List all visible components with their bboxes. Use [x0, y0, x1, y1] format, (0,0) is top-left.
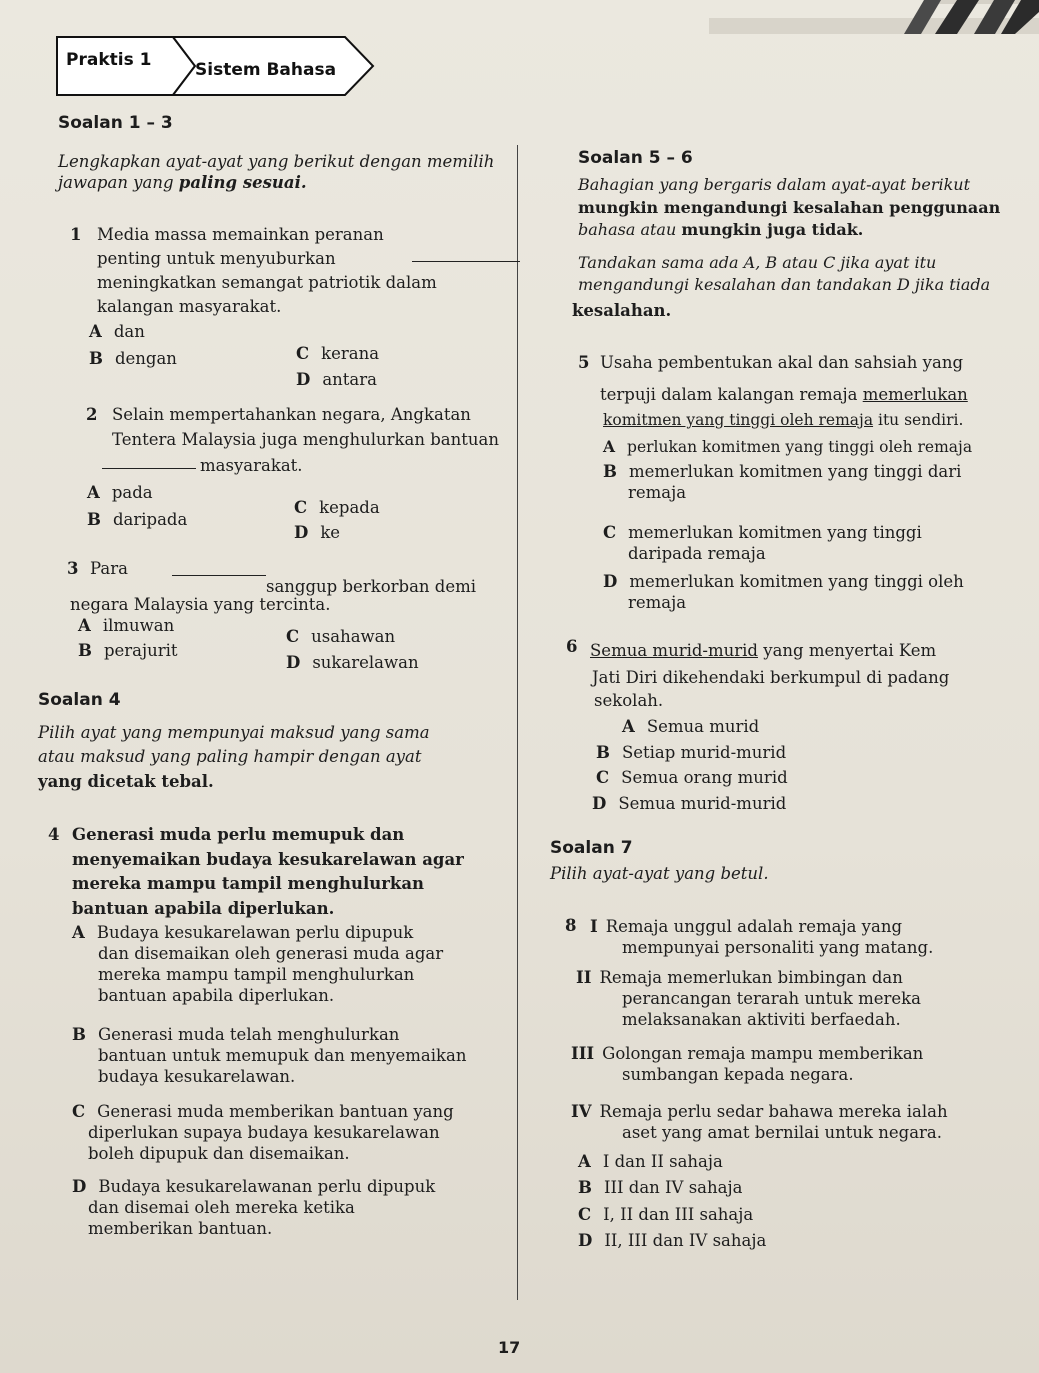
instruction-4-line3: yang dicetak tebal. — [38, 772, 214, 791]
question-6-line3: sekolah. — [594, 691, 664, 710]
option-line: dan disemaikan oleh generasi muda agar — [98, 944, 444, 963]
question-6-option-d[interactable] — [592, 793, 786, 814]
option-line: perlukan komitmen yang tinggi oleh remaja — [627, 438, 973, 456]
option-letter: B — [78, 641, 92, 660]
question-3-line2: negara Malaysia yang tercinta. — [70, 595, 331, 614]
option-letter: B — [87, 510, 101, 529]
option-letter: B — [72, 1025, 86, 1044]
option-line: Budaya kesukarelawan perlu dipupuk — [96, 923, 414, 942]
question-1-number: 1 — [70, 225, 82, 244]
option-letter: B — [89, 349, 103, 368]
question-8-statement-1 — [590, 916, 1002, 958]
instruction-4-line2: atau maksud yang paling hampir dengan ayat — [38, 747, 422, 766]
option-line: daripada remaja — [628, 544, 766, 563]
question-4-line1: Generasi muda perlu memupuk dan — [72, 825, 405, 844]
option-text: antara — [322, 370, 377, 389]
option-line: dan disemai oleh mereka ketika — [88, 1198, 355, 1217]
question-4-option-b[interactable] — [72, 1024, 502, 1087]
option-line: mereka mampu tampil menghulurkan — [98, 965, 415, 984]
option-letter: A — [89, 322, 102, 341]
option-text: dengan — [114, 349, 177, 368]
question-2-blank — [102, 468, 196, 469]
question-5-line1: Usaha pembentukan akal dan sahsiah yang — [600, 353, 964, 372]
option-text: pada — [111, 483, 153, 502]
question-4-line4: bantuan apabila diperlukan. — [72, 899, 335, 918]
option-line: boleh dipupuk dan disemaikan. — [88, 1144, 350, 1163]
option-letter: A — [87, 483, 100, 502]
statement-line: mempunyai personaliti yang matang. — [622, 938, 934, 957]
option-line: Generasi muda telah menghulurkan — [97, 1025, 400, 1044]
question-4-option-a[interactable] — [72, 922, 502, 1006]
question-4-number: 4 — [48, 825, 60, 844]
option-letter: C — [294, 498, 308, 517]
option-letter: A — [603, 437, 616, 456]
question-3-option-d[interactable] — [286, 652, 419, 673]
question-2-option-a[interactable] — [87, 482, 153, 503]
option-line: remaja — [628, 593, 687, 612]
question-8-option-a[interactable] — [578, 1151, 723, 1172]
option-text: Semua orang murid — [621, 768, 788, 787]
question-5-line2 — [600, 384, 968, 405]
instruction-5-line4: Tandakan sama ada A, B atau C jika ayat itu — [578, 253, 937, 272]
statement-roman: II — [576, 968, 592, 987]
question-8-statement-3 — [571, 1043, 1003, 1085]
question-5-text: terpuji dalam kalangan remaja — [600, 385, 858, 404]
question-2-option-c[interactable] — [294, 497, 380, 518]
question-2-number: 2 — [86, 405, 98, 424]
instruction-5-bold: mungkin juga tidak. — [681, 220, 864, 239]
option-text: kepada — [319, 498, 380, 517]
question-6-underlined: Semua murid-murid — [590, 641, 758, 660]
question-1-option-c[interactable] — [296, 343, 379, 364]
instruction-4-line1: Pilih ayat yang mempunyai maksud yang sama — [38, 723, 430, 742]
question-5-number: 5 — [578, 353, 590, 372]
option-line: memerlukan komitmen yang tinggi oleh — [629, 572, 964, 591]
option-letter: B — [578, 1178, 592, 1197]
question-1-option-b[interactable] — [89, 348, 177, 369]
section-title-7: Soalan 7 — [550, 838, 633, 858]
option-letter: D — [286, 653, 301, 672]
option-letter: D — [72, 1177, 87, 1196]
statement-line: Remaja unggul adalah remaja yang — [605, 917, 903, 936]
question-4-option-c[interactable] — [72, 1101, 502, 1164]
option-letter: A — [72, 923, 85, 942]
option-text: perajurit — [103, 641, 178, 660]
praktis-label: Praktis 1 — [66, 50, 152, 70]
option-letter: B — [603, 462, 617, 481]
instruction-1-bold: paling sesuai. — [178, 173, 307, 192]
question-3-option-a[interactable] — [78, 615, 174, 636]
question-3-option-b[interactable] — [78, 640, 178, 661]
instruction-1-text: jawapan yang — [58, 173, 174, 192]
section-title-1-3: Soalan 1 – 3 — [58, 113, 173, 133]
question-5-option-a[interactable] — [603, 436, 972, 458]
question-8-number: 8 — [565, 916, 577, 935]
option-line: memerlukan komitmen yang tinggi dari — [628, 462, 962, 481]
question-1-option-a[interactable] — [89, 321, 145, 342]
statement-line: Golongan remaja mampu memberikan — [602, 1044, 924, 1063]
instruction-1-line2 — [58, 173, 307, 193]
option-letter: C — [286, 627, 300, 646]
statement-line: aset yang amat bernilai untuk negara. — [622, 1123, 943, 1142]
question-6-text: yang menyertai Kem — [763, 641, 937, 660]
statement-line: Remaja perlu sedar bahawa mereka ialah — [599, 1102, 948, 1121]
option-line: Budaya kesukarelawanan perlu dipupuk — [98, 1177, 436, 1196]
option-letter: A — [78, 616, 91, 635]
option-letter: C — [578, 1205, 592, 1224]
question-2-option-b[interactable] — [87, 509, 187, 530]
question-5-option-b[interactable] — [603, 461, 998, 503]
option-letter: A — [622, 717, 635, 736]
instruction-1-line1: Lengkapkan ayat-ayat yang berikut dengan memilih — [58, 152, 495, 171]
option-letter: D — [592, 794, 607, 813]
question-2-line2: Tentera Malaysia juga menghulurkan bantuan — [112, 430, 499, 449]
section-title-4: Soalan 4 — [38, 690, 121, 710]
option-line: bantuan apabila diperlukan. — [98, 986, 335, 1005]
corner-stripes-decoration — [709, 0, 1039, 40]
option-letter: C — [603, 523, 617, 542]
topic-label: Sistem Bahasa — [195, 60, 337, 80]
question-6-option-b[interactable] — [596, 742, 786, 763]
instruction-7 — [550, 864, 769, 884]
question-6-option-a[interactable] — [622, 716, 759, 737]
question-5-text: itu sendiri. — [878, 411, 964, 429]
option-text: Semua murid — [646, 717, 760, 736]
question-3-line1a: Para — [90, 559, 128, 578]
question-4-option-d[interactable] — [72, 1176, 502, 1239]
option-text: II, III dan IV sahaja — [604, 1231, 767, 1250]
question-1-blank — [412, 261, 520, 262]
instruction-5-line6: kesalahan. — [572, 301, 672, 320]
statement-line: melaksanakan aktiviti berfaedah. — [622, 1010, 901, 1029]
question-6-number: 6 — [566, 637, 578, 656]
section-title-5-6: Soalan 5 – 6 — [578, 148, 693, 168]
option-letter: D — [578, 1231, 593, 1250]
question-1-option-d[interactable] — [296, 369, 377, 390]
question-1-line3: meningkatkan semangat patriotik dalam — [97, 273, 437, 292]
option-letter: B — [596, 743, 610, 762]
option-letter: C — [296, 344, 310, 363]
option-letter: C — [596, 768, 610, 787]
instruction-5-line1: Bahagian yang bergaris dalam ayat-ayat berikut — [578, 175, 971, 194]
option-letter: A — [578, 1152, 591, 1171]
statement-line: sumbangan kepada negara. — [622, 1065, 854, 1084]
option-letter: D — [296, 370, 311, 389]
question-3-blank — [172, 575, 266, 576]
option-text: Setiap murid-murid — [621, 743, 787, 762]
option-text: dan — [113, 322, 145, 341]
question-3-number: 3 — [67, 559, 79, 578]
option-text: usahawan — [311, 627, 396, 646]
option-text: ke — [320, 523, 341, 542]
option-text: Semua murid-murid — [618, 794, 787, 813]
statement-roman: IV — [571, 1102, 592, 1121]
question-2-option-d[interactable] — [294, 522, 340, 543]
option-text: kerana — [321, 344, 380, 363]
option-line: Generasi muda memberikan bantuan yang — [97, 1102, 454, 1121]
instruction-5-line2: mungkin mengandungi kesalahan penggunaan — [578, 198, 1001, 217]
question-3-option-c[interactable] — [286, 626, 395, 647]
question-8-option-d[interactable] — [578, 1230, 766, 1251]
question-3-line1b: sanggup berkorban demi — [266, 577, 477, 596]
statement-line: Remaja memerlukan bimbingan dan — [599, 968, 903, 987]
option-line: bantuan untuk memupuk dan menyemaikan — [98, 1046, 467, 1065]
instruction-5-text: bahasa atau — [578, 220, 677, 239]
option-letter: D — [603, 572, 618, 591]
option-text: I, II dan III sahaja — [603, 1205, 754, 1224]
question-5-underlined: komitmen yang tinggi oleh remaja — [603, 411, 874, 429]
question-1-line2: penting untuk menyuburkan — [97, 249, 336, 268]
option-text: III dan IV sahaja — [603, 1178, 743, 1197]
option-text: ilmuwan — [102, 616, 175, 635]
question-6-line2: Jati Diri dikehendaki berkumpul di padang — [592, 668, 950, 687]
question-5-underlined: memerlukan — [862, 385, 968, 404]
option-text: daripada — [112, 510, 188, 529]
question-1-line1: Media massa memainkan peranan — [97, 225, 384, 244]
question-2-line1: Selain mempertahankan negara, Angkatan — [112, 405, 471, 424]
statement-roman: III — [571, 1044, 595, 1063]
column-divider — [517, 145, 518, 1300]
instruction-7-text: Pilih ayat-ayat yang betul. — [550, 864, 769, 883]
question-8-statement-4 — [571, 1101, 1007, 1143]
option-line: memberikan bantuan. — [88, 1219, 273, 1238]
question-4-line3: mereka mampu tampil menghulurkan — [72, 874, 425, 893]
question-1-line4: kalangan masyarakat. — [97, 297, 282, 316]
question-2-line3: masyarakat. — [200, 456, 303, 475]
option-line: remaja — [628, 483, 687, 502]
question-4-line2: menyemaikan budaya kesukarelawan agar — [72, 850, 464, 869]
question-5-option-d[interactable] — [603, 571, 998, 613]
question-6-option-c[interactable] — [596, 767, 788, 788]
option-letter: C — [72, 1102, 86, 1121]
question-8-statement-2 — [576, 967, 1002, 1030]
option-line: memerlukan komitmen yang tinggi — [628, 523, 922, 542]
page-number: 17 — [498, 1338, 521, 1357]
option-line: budaya kesukarelawan. — [98, 1067, 296, 1086]
question-8-option-c[interactable] — [578, 1204, 753, 1225]
instruction-5-line5: mengandungi kesalahan dan tandakan D jika tiada — [578, 275, 991, 294]
question-8-option-b[interactable] — [578, 1177, 742, 1198]
question-5-line3 — [603, 410, 963, 431]
question-6-line1 — [590, 640, 936, 661]
option-letter: D — [294, 523, 309, 542]
question-5-option-c[interactable] — [603, 522, 998, 564]
option-text: I dan II sahaja — [602, 1152, 723, 1171]
statement-line: perancangan terarah untuk mereka — [622, 989, 922, 1008]
instruction-5-line3 — [578, 220, 863, 240]
statement-roman: I — [590, 917, 598, 936]
option-line: diperlukan supaya budaya kesukarelawan — [88, 1123, 440, 1142]
option-text: sukarelawan — [312, 653, 419, 672]
